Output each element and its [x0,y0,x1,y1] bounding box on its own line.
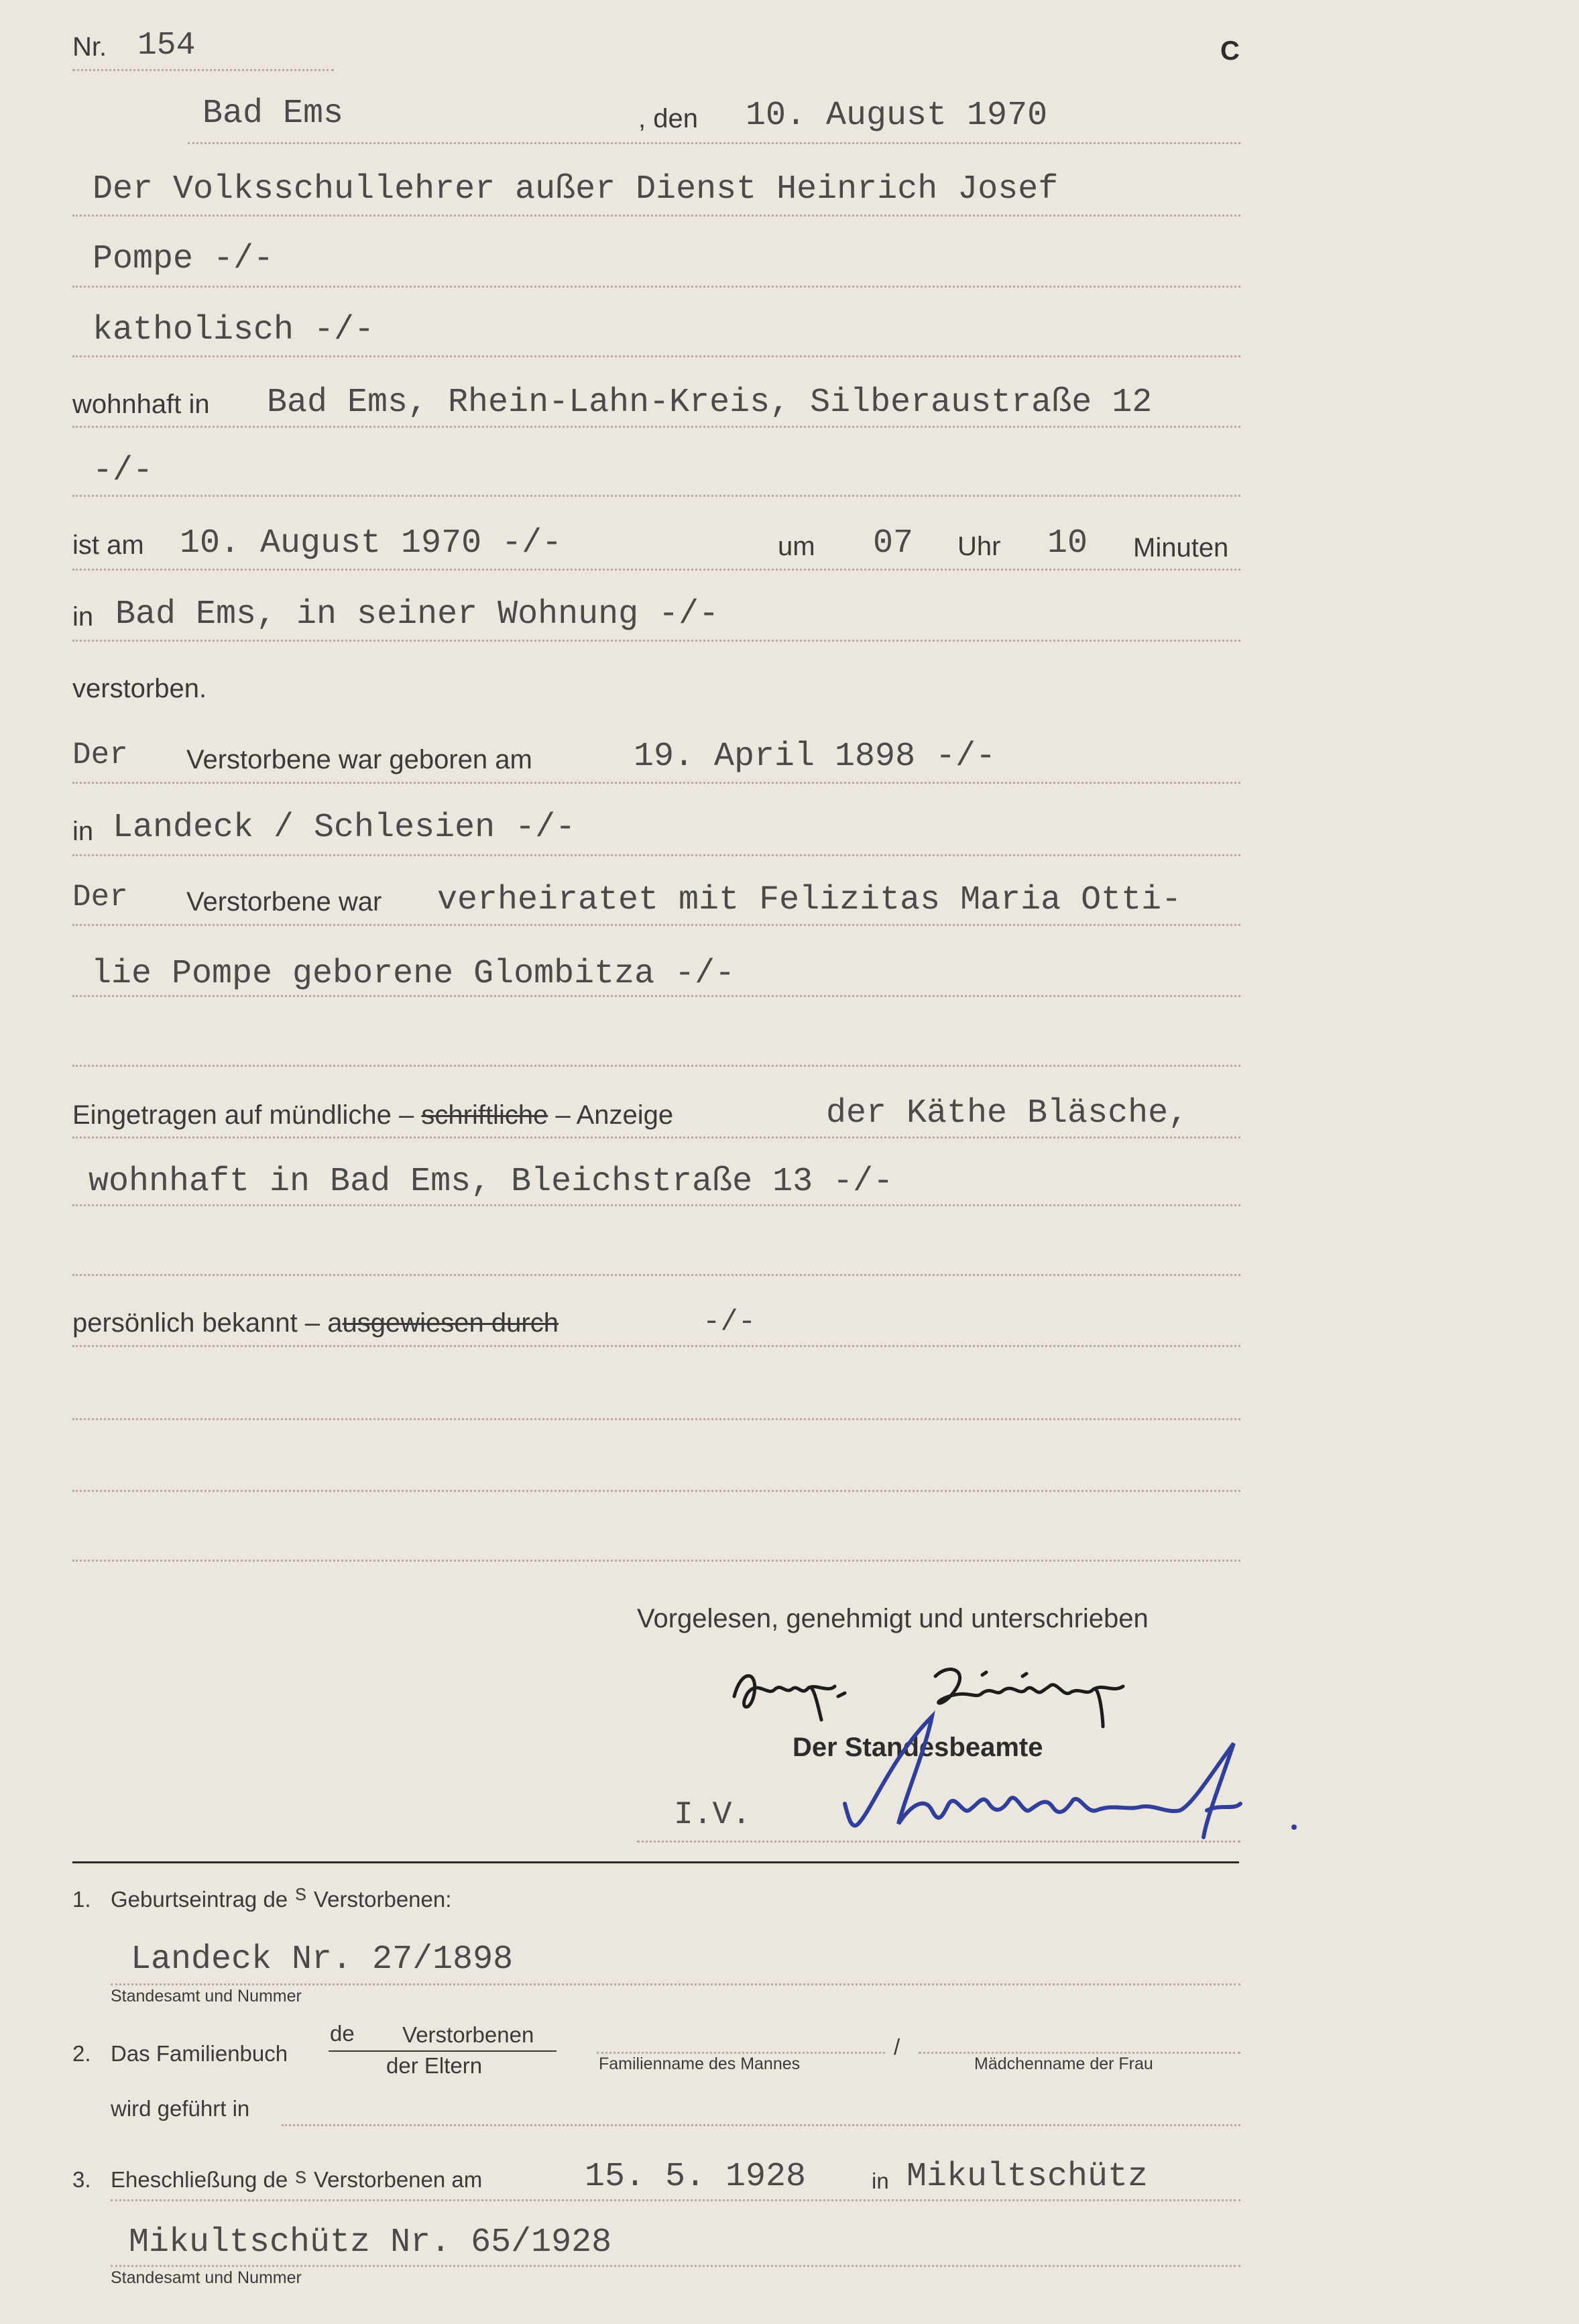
fn2-mannes: Familienname des Mannes [599,2054,801,2073]
marital-der: Der [72,880,128,915]
informant: der Käthe Bläsche, [826,1094,1189,1132]
death-minute: 10 [1047,524,1088,563]
line-11 [72,924,1240,926]
line-14 [72,1137,1240,1139]
birth-place: Landeck / Schlesien -/- [113,809,576,847]
record-date: 10. August 1970 [746,97,1048,135]
section-divider [72,1861,1239,1863]
wohnhaft-label: wohnhaft in [72,390,210,419]
official-signature [831,1703,1314,1851]
marital-line2: lie Pompe geborene Glombitza -/- [91,955,736,993]
fn3-date: 15. 5. 1928 [585,2158,807,2196]
fn1-label-a: Geburtseintrag de [111,1887,288,1912]
line-17 [72,1345,1240,1347]
line-20 [72,1560,1240,1562]
religion: katholisch -/- [93,311,375,349]
fn1-value: Landeck Nr. 27/1898 [131,1940,514,1979]
fn2-frau-line [919,2052,1240,2054]
deceased-line2: Pompe -/- [93,240,274,278]
marital-line1: verheiratet mit Felizitas Maria Otti- [437,881,1182,919]
known-struck: usgewiesen durch [342,1308,559,1338]
fn2-line [282,2124,1240,2126]
line-6 [72,495,1240,497]
minuten-label: Minuten [1133,533,1229,563]
registration-label-b: – Anzeige [555,1100,674,1130]
death-in-label: in [72,602,94,632]
nr-line [72,69,334,71]
fn1-number: 1. [72,1887,91,1912]
fn3-label [111,2165,483,2193]
line-9 [72,782,1240,784]
nr-label: Nr. [72,32,107,62]
fn3-in: in [872,2168,889,2193]
fn2-frau: Mädchenname der Frau [974,2054,1153,2073]
line-7 [72,569,1240,571]
den-label: , den [638,104,698,133]
line-16 [72,1274,1240,1276]
registration-struck: schriftliche [421,1100,548,1130]
line-10 [72,854,1240,856]
line-2 [72,215,1240,217]
fn1-caption: Standesamt und Nummer [111,1987,302,2006]
corner-letter: C [1220,36,1240,66]
line-15 [72,1204,1240,1206]
fn3-label-a: Eheschließung de [111,2167,288,2192]
deceased-address: Bad Ems, Rhein-Lahn-Kreis, Silberaustraße 12 [267,384,1153,422]
line-1 [188,142,1240,144]
fn2-mannes-line [597,2052,885,2054]
fn3-line [111,2199,1240,2201]
death-place: Bad Ems, in seiner Wohnung -/- [115,595,719,634]
known-label-row [72,1310,559,1336]
nr-value: 154 [137,27,196,64]
informant-address: wohnhaft in Bad Ems, Bleichstraße 13 -/- [89,1163,894,1201]
deceased-line1: Der Volksschullehrer außer Dienst Heinrich Josef [93,170,1059,209]
ist-am-label: ist am [72,530,144,560]
fn1-label-end: Verstorbenen: [313,1887,452,1912]
line-4 [72,355,1240,357]
fn2-eltern: der Eltern [386,2053,483,2078]
line-13 [72,1065,1240,1067]
place-of-record: Bad Ems [202,95,344,133]
fn3-value-line [111,2265,1240,2267]
known-value: -/- [703,1305,756,1339]
line-8 [72,640,1240,642]
birth-label: Verstorbene war geboren am [186,745,532,774]
fn2-verstorbenen: Verstorbenen [402,2022,534,2047]
fn3-caption: Standesamt und Nummer [111,2268,302,2287]
fn3-value: Mikultschütz Nr. 65/1928 [129,2223,612,2262]
marital-label: Verstorbene war [186,887,382,917]
verstorben-label: verstorben. [72,674,207,703]
official-title: Der Standesbeamte [793,1733,1043,1762]
fn2-fraction-line [329,2050,557,2052]
fn1-line [111,1983,1240,1985]
death-date: 10. August 1970 -/- [180,524,563,563]
fn2-slash: / [894,2034,900,2059]
death-hour: 07 [873,524,914,563]
birth-der: Der [72,738,128,772]
line-19 [72,1490,1240,1492]
fn1-label [111,1882,452,1913]
registration-label-a: Eingetragen auf mündliche – [72,1100,414,1130]
known-label: persönlich bekannt – [72,1308,320,1338]
fn3-suffix: s [294,2165,308,2191]
iv-label: I.V. [674,1797,752,1833]
fn3-number: 3. [72,2167,91,2192]
fn2-number: 2. [72,2041,91,2066]
signature-line [637,1841,1240,1843]
birth-date: 19. April 1898 -/- [634,738,996,776]
read-approved-label: Vorgelesen, genehmigt und unterschrieben [637,1604,1149,1633]
registration-label [72,1102,673,1128]
fn1-suffix: s [294,1882,308,1908]
known-a: a [327,1308,343,1338]
line-18 [72,1418,1240,1420]
fn2-wird: wird geführt in [111,2096,250,2121]
um-label: um [778,532,815,561]
fn3-label-end: Verstorbenen am [313,2167,483,2192]
line-3 [72,286,1240,288]
fn3-place: Mikultschütz [907,2158,1149,2196]
deceased-address-cont: -/- [93,452,154,490]
line-12 [72,995,1240,997]
birth-in-label: in [72,817,94,846]
uhr-label: Uhr [957,532,1001,561]
fn2-de: de [330,2021,355,2046]
fn2-label: Das Familienbuch [111,2041,288,2066]
line-5 [72,426,1240,428]
